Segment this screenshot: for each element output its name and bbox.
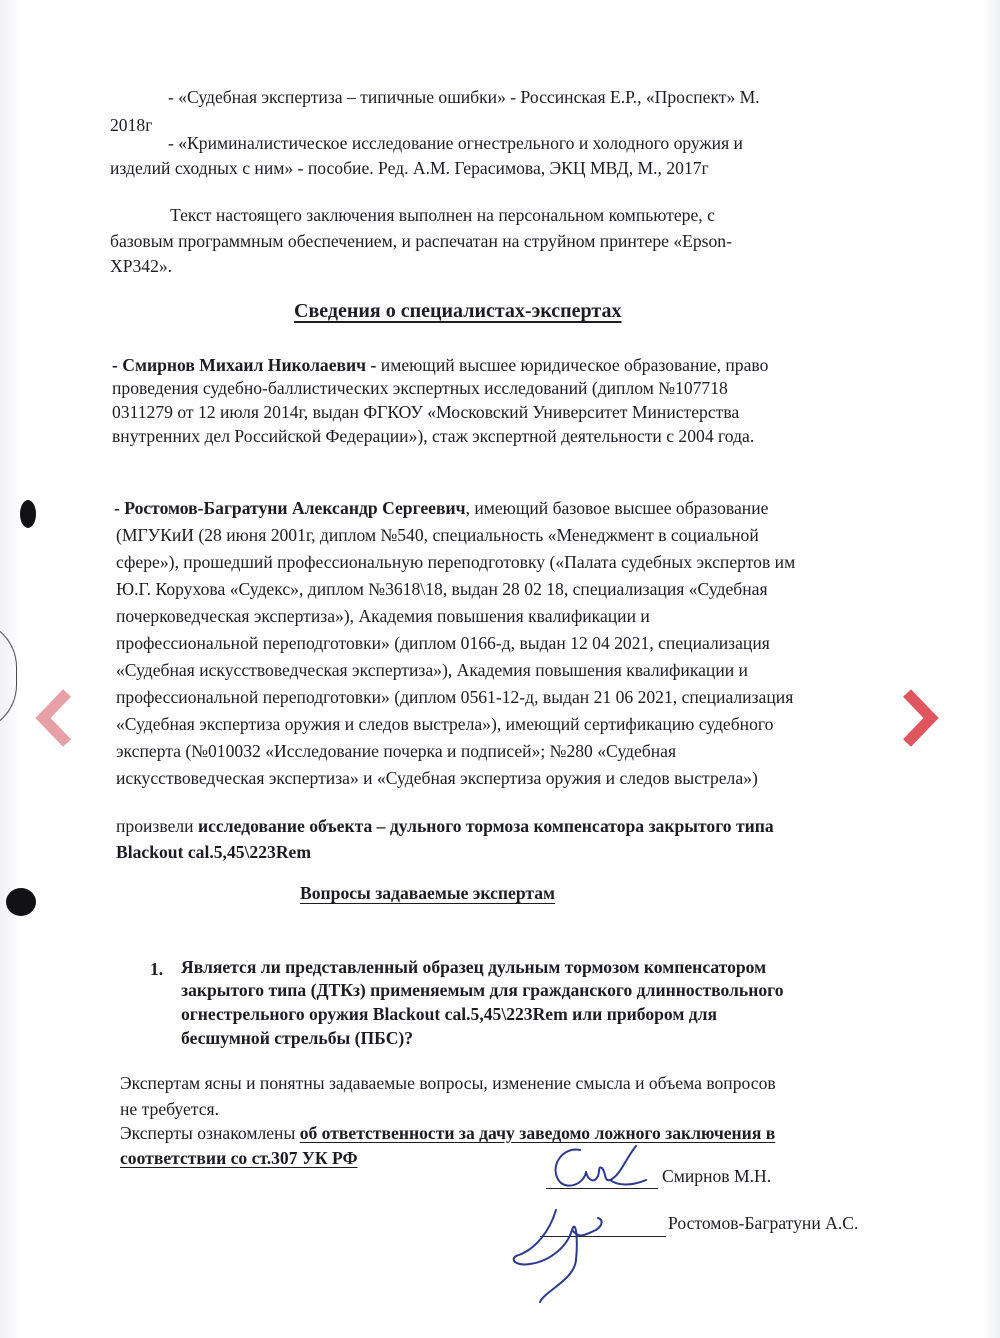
handwritten-signature-2 xyxy=(506,1190,626,1310)
software-note-line-1: Текст настоящего заключения выполнен на персональном компьютере, с xyxy=(170,205,715,225)
expert-2-line: (МГУКиИ (28 июня 2001г, диплом №540, специальность «Менеджмент в социальной xyxy=(116,525,759,545)
object-line-2: Blackout cal.5,45\223Rem xyxy=(116,842,311,862)
signature-name-2: Ростомов-Багратуни А.С. xyxy=(668,1213,859,1233)
closing-line-3 xyxy=(120,1122,775,1144)
experts-heading: Сведения о специалистах-экспертах xyxy=(294,300,622,322)
question-1-line: Является ли представленный образец дульным тормозом компенсатором xyxy=(181,957,767,977)
expert-2-line: эксперта (№010032 «Исследование почерка и подписей»; №280 «Судебная xyxy=(116,741,677,761)
chevron-right-icon xyxy=(899,689,939,747)
expert-1-name: - Смирнов Михаил Николаевич - xyxy=(112,355,377,375)
closing-line-4: соответствии со ст.307 УК РФ xyxy=(120,1148,358,1168)
expert-2-line-1-rest: , имеющий базовое высшее образование xyxy=(465,498,769,518)
liability-notice: об ответственности за дачу заведомо ложного заключения в xyxy=(299,1123,776,1143)
prev-page-button[interactable] xyxy=(34,688,76,748)
reference-2-line-1: - «Криминалистическое исследование огнестрельного и холодного оружия и xyxy=(168,133,743,153)
object-prefix: произвели xyxy=(116,816,198,836)
question-1-line: закрытого типа (ДТКз) применяемым для гражданского длинноствольного xyxy=(181,980,784,1000)
expert-2-line: «Судебная искусствоведческая экспертиза»), Академия повышения квалификации и xyxy=(116,660,748,680)
closing-acknowledged: Эксперты ознакомлены xyxy=(120,1123,300,1143)
expert-1-line-1-rest: имеющий высшее юридическое образование, право xyxy=(380,355,769,375)
expert-2-line: профессиональной переподготовки» (диплом 0561-12-д, выдан 21 06 2021, специализация xyxy=(116,687,794,707)
reference-2-line-2: изделий сходных с ним» - пособие. Ред. А.М. Герасимова, ЭКЦ МВД, М., 2017г xyxy=(110,158,709,178)
expert-2-line: сфере»), прошедший профессиональную переподготовку («Палата судебных экспертов им xyxy=(116,552,796,572)
expert-1-line-1 xyxy=(112,354,768,376)
expert-2-line: Ю.Г. Корухова «Судекс», диплом №3618\18, выдан 28 02 18, специализация «Судебная xyxy=(116,579,768,599)
question-1-line: огнестрельного оружия Blackout cal.5,45\223Rem или прибором для xyxy=(181,1004,718,1024)
expert-2-line: искусствоведческая экспертиза» и «Судебная экспертиза оружия и следов выстрела») xyxy=(116,768,758,788)
expert-1-line-4: внутренних дел Российской Федерации»), стаж экспертной деятельности с 2004 года. xyxy=(112,426,755,446)
closing-line-1: Экспертам ясны и понятны задаваемые вопросы, изменение смысла и объема вопросов xyxy=(120,1073,776,1093)
question-1-number: 1. xyxy=(150,959,164,979)
expert-2-line-1 xyxy=(114,497,768,519)
reference-1-line-1: - «Судебная экспертиза – типичные ошибки» - Россинская Е.Р., «Проспект» М. xyxy=(168,87,760,107)
software-note-line-2: базовым программным обеспечением, и распечатан на струйном принтере «Epson- xyxy=(110,231,732,251)
expert-2-line: «Судебная экспертиза оружия и следов выстрела»), имеющий сертификацию судебного xyxy=(116,714,774,734)
expert-1-line-3: 0311279 от 12 июля 2014г, выдан ФГКОУ «Московский Университет Министерства xyxy=(112,402,740,422)
page-edge-shadow-right xyxy=(982,0,1000,1338)
chevron-left-icon xyxy=(35,689,75,747)
next-page-button[interactable] xyxy=(898,688,940,748)
reference-1-line-2: 2018г xyxy=(110,115,153,135)
closing-line-2: не требуется. xyxy=(120,1099,219,1119)
object-line-1 xyxy=(116,815,774,837)
signature-name-1: Смирнов М.Н. xyxy=(662,1166,772,1186)
question-1-line: бесшумной стрельбы (ПБС)? xyxy=(181,1028,414,1048)
punch-hole-bottom xyxy=(6,888,36,916)
software-note-line-3: XP342». xyxy=(110,256,173,276)
object-description: исследование объекта – дульного тормоза компенсатора закрытого типа xyxy=(197,816,774,836)
questions-heading: Вопросы задаваемые экспертам xyxy=(300,883,556,903)
expert-2-line: профессиональной переподготовки» (диплом 0166-д, выдан 12 04 2021, специализация xyxy=(116,633,770,653)
expert-1-line-2: проведения судебно-баллистических экспертных исследований (диплом №107718 xyxy=(112,378,728,398)
expert-2-line: почерковедческая экспертиза»), Академия повышения квалификации и xyxy=(116,606,650,626)
punch-hole-top xyxy=(20,500,36,528)
expert-2-name: - Ростомов-Багратуни Александр Сергеевич xyxy=(114,498,466,518)
